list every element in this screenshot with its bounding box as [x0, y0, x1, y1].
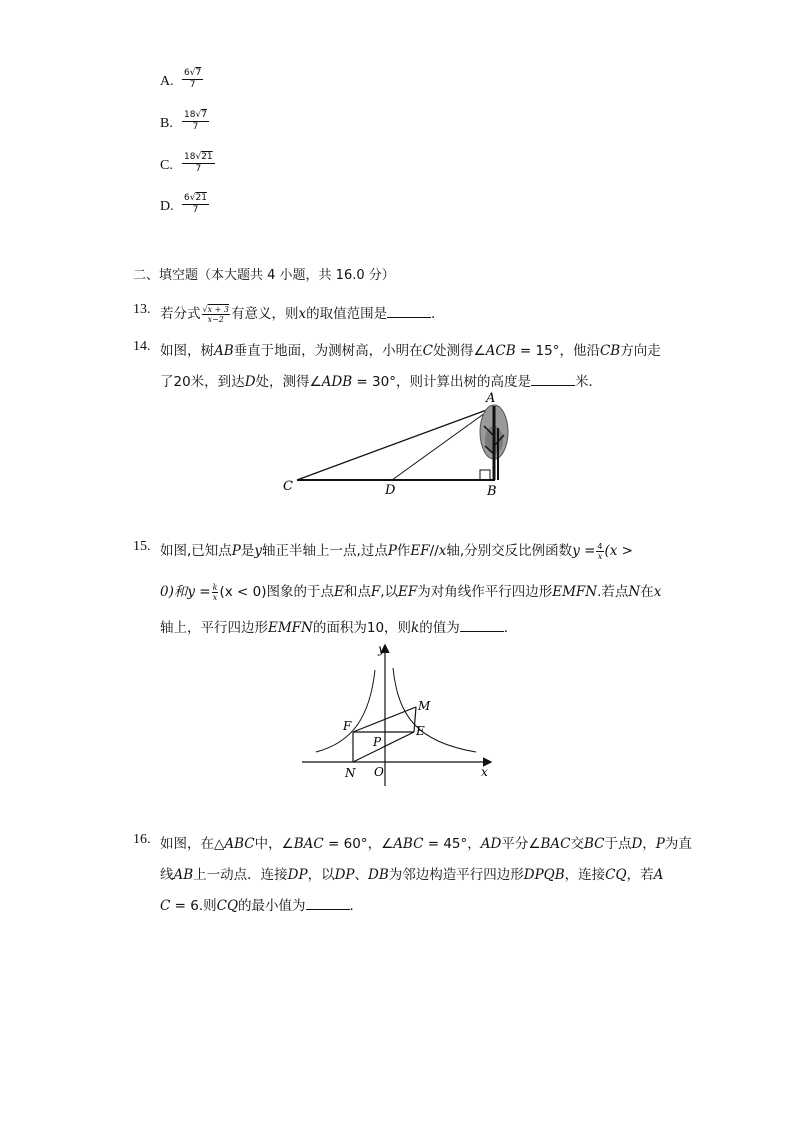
q16-line-3: C = 6.则CQ的最小值为 ． [160, 898, 364, 914]
option-b-fraction: $\frac{18√7}{7}$ [184, 110, 207, 132]
label-o: O [374, 765, 384, 779]
hyperbola-figure [298, 640, 498, 790]
q14-line-2: 了20米，到达D处，测得∠ADB = 30°，则计算出树的高度是 米． [160, 374, 602, 390]
q15-line-1: 如图,已知点P是y轴正半轴上一点,过点P作EF//x轴,分别交反比例函数y = $\frac{4}{x}$ (x > [160, 541, 633, 561]
q15-line-2: 0)和y = $\frac{k}{x}$ (x < 0)图象的于点E和点F,以EF为对角线作平行四边形EMFN.若点N在x [160, 582, 662, 602]
label-e: E [416, 724, 425, 738]
option-d-label: D. [160, 199, 174, 214]
section-heading: 二、填空题（本大题共 4 小题，共 16.0 分） [133, 268, 395, 283]
label-y: y [378, 642, 385, 656]
option-a-fraction: $\frac{6√7}{7}$ [184, 68, 202, 90]
q13-number: 13. [133, 302, 151, 317]
q13-text: 若分式 $\frac{√x + 3}{x-2}$ 有意义，则x的取值范围是 ． [160, 304, 445, 324]
label-d: D [385, 483, 396, 498]
label-b: B [487, 484, 497, 498]
segment-ne [353, 732, 414, 762]
hyperbola-right [393, 668, 476, 752]
label-m: M [418, 699, 431, 713]
q14-line-1: 如图，树AB垂直于地面，为测树高，小明在C处测得∠ACB = 15°，他沿CB方向走 [160, 343, 661, 359]
q15-fraction-1: $\frac{4}{x}$ [597, 541, 603, 561]
option-d-fraction: $\frac{6√21}{7}$ [184, 193, 207, 215]
option-c-fraction: $\frac{18√21}{7}$ [184, 152, 213, 174]
label-f: F [343, 719, 352, 733]
q14-number: 14. [133, 339, 151, 354]
label-x: x [481, 765, 488, 779]
label-n: N [345, 766, 356, 780]
label-p: P [373, 735, 382, 749]
tree-icon [480, 405, 508, 480]
q13-answer-blank [387, 305, 431, 318]
q15-fraction-2: $\frac{k}{x}$ [212, 582, 218, 602]
tree-figure [275, 388, 520, 498]
right-angle-mark [480, 470, 490, 480]
q15-line-3: 轴上，平行四边形EMFN的面积为10，则k的值为 ． [160, 620, 518, 636]
q16-line-2: 线AB上一动点．连接DP，以DP、DB为邻边构造平行四边形DPQB，连接CQ，若A [160, 867, 664, 883]
q14-answer-blank [531, 373, 575, 386]
q16-line-1: 如图，在△ABC中，∠BAC = 60°，∠ABC = 45°，AD平分∠BAC交BC于点D，P为直 [160, 836, 692, 852]
label-a: A [486, 391, 496, 406]
option-c-label: C. [160, 158, 173, 173]
q16-answer-blank [306, 897, 350, 910]
line-ca [297, 408, 492, 480]
q15-number: 15. [133, 539, 151, 554]
label-c: C [283, 479, 293, 494]
q15-answer-blank [460, 619, 504, 632]
q13-fraction: $\frac{√x + 3}{x-2}$ [202, 304, 229, 324]
line-da [392, 408, 492, 480]
option-a-label: A. [160, 74, 174, 89]
option-b-label: B. [160, 116, 173, 131]
hyperbola-left [316, 670, 375, 752]
q16-number: 16. [133, 832, 151, 847]
